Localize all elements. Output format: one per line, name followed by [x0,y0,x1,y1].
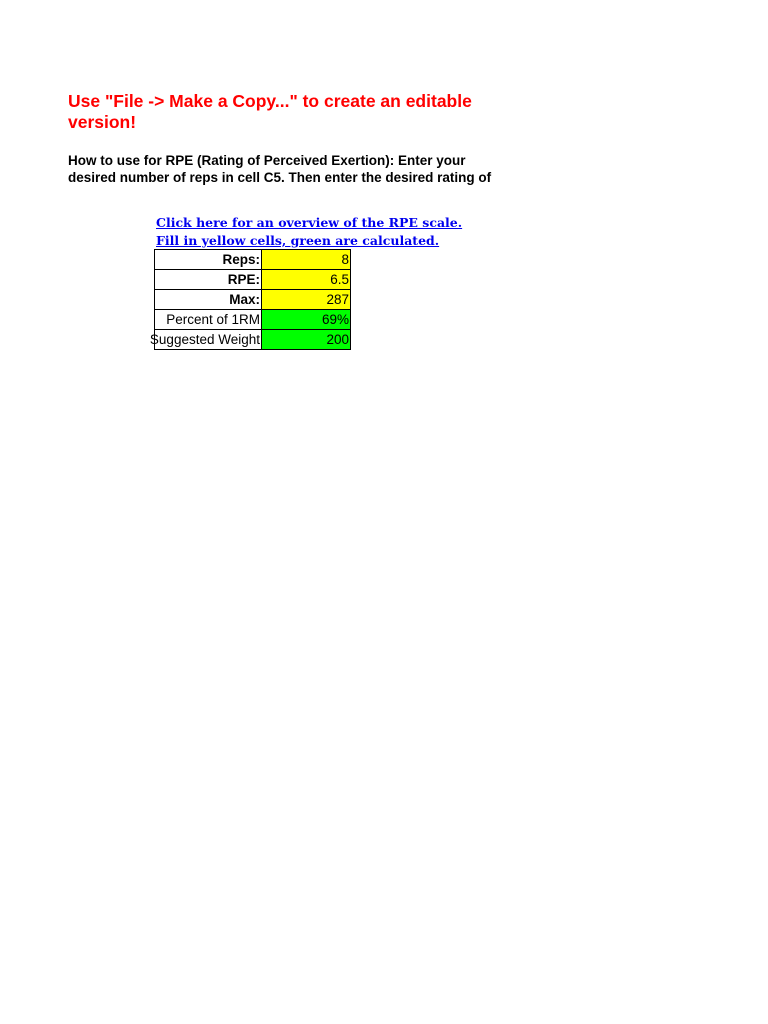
rpe-input-cell[interactable]: 6.5 [262,270,351,290]
rpe-calculator-table [149,249,351,350]
row-percent [155,310,351,330]
suggested-label-cell [149,330,262,350]
reps-label: Reps: [155,250,262,270]
reps-input-cell[interactable]: 8 [262,250,351,270]
suggested-calculated-cell: 200 [262,330,351,350]
row-rpe [155,270,351,290]
editable-copy-warning: Use "File -> Make a Copy..." to create an editable version! [68,91,472,132]
links-block [156,214,462,247]
row-max [155,290,351,310]
max-input-cell[interactable]: 287 [262,290,351,310]
suggested-label: Suggested Weight [149,332,260,347]
fill-instructions-link[interactable]: Fill in yellow cells, green are calculated. [156,233,440,248]
max-label: Max: [155,290,262,310]
percent-label: Percent of 1RM [155,310,262,330]
howto-container [68,152,508,185]
howto-instructions: How to use for RPE (Rating of Perceived Exertion): Enter your desired number of reps in cell C5. Then enter the desired rating of [68,153,492,185]
rpe-label: RPE: [155,270,262,290]
row-reps [155,250,351,270]
rpe-overview-link[interactable]: Click here for an overview of the RPE scale. [156,215,463,230]
percent-calculated-cell: 69% [262,310,351,330]
row-suggested [155,330,351,350]
